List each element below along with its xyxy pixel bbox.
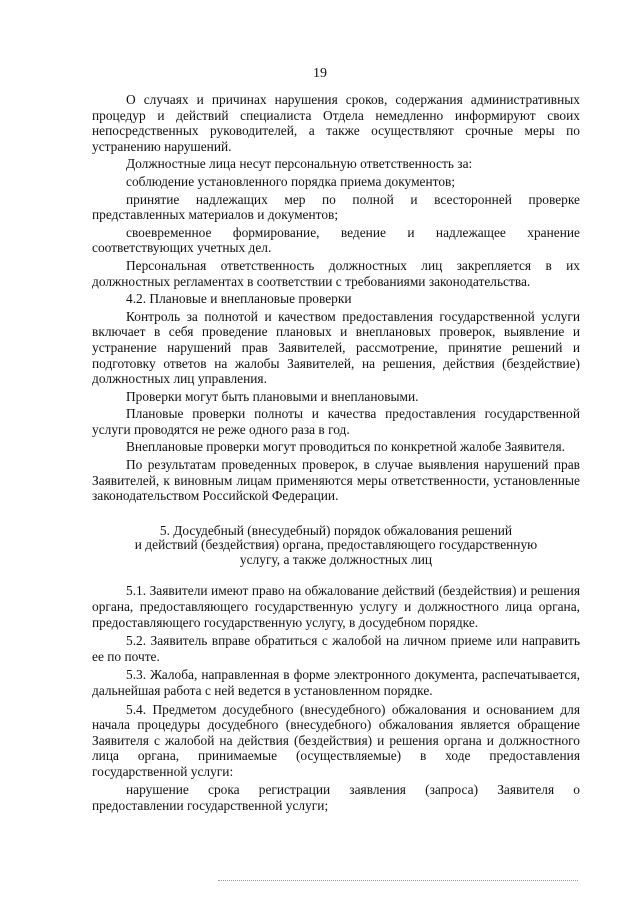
paragraph-responsibility-intro: Должностные лица несут персональную ответственность за: (126, 156, 473, 172)
footer-divider (218, 880, 578, 881)
list-item-document-acceptance: соблюдение установленного порядка приема документов; (126, 173, 456, 189)
section-title-line: 5. Досудебный (внесудебный) порядок обжалования решений (159, 522, 513, 538)
section-title-line: и действий (бездействия) органа, предоставляющего государственную (134, 537, 538, 553)
document-body (92, 92, 580, 817)
list-item-records-keeping: своевременное формирование, ведение и надлежащее хранение соответствующих учетных дел. (92, 224, 580, 256)
paragraph-personal-responsibility: Персональная ответственность должностных лиц закрепляется в их должностных регламентах в соответствии с требованиями законодательства. (92, 257, 580, 289)
paragraph-5-4: 5.4. Предметом досудебного (внесудебного) обжалования и основанием для начала процедуры досудебного (внесудебного) обжалования является обращение Заявителя с жалобой на действия (бездействия) и решения органа и должностного лица органа, принимаемые (осуществляемые) в ходе предоставления государственной услуги: (92, 701, 580, 779)
paragraph-violations-info: О случаях и причинах нарушения сроков, содержания административных процедур и действий специалиста Отдела немедленно информируют своих непосредственных руководителей, а также осуществляют срочные меры по устранению нарушений. (92, 92, 580, 154)
list-item-materials-check: принятие надлежащих мер по полной и всесторонней проверке представленных материалов и документов; (92, 191, 580, 223)
paragraph-5-3: 5.3. Жалоба, направленная в форме электронного документа, распечатывается, дальнейшая работа с ней ведется в установленном порядке. (92, 667, 580, 698)
paragraph-quality-control: Контроль за полнотой и качеством предоставления государственной услуги включает в себя проведение плановых и внеплановых проверок, выявление и устранение нарушений прав Заявителей, рассмотрение, принятие решений и подготовку ответов на жалобы Заявителей, на решения, действия (бездействие) должностных лиц управления. (92, 308, 580, 387)
list-item-registration-deadline: нарушение срока регистрации заявления (запроса) Заявителя о предоставлении государственной услуги; (92, 782, 580, 814)
paragraph-5-2: 5.2. Заявитель вправе обратиться с жалобой на личном приеме или направить ее по почте. (92, 633, 580, 664)
subsection-heading-inspections: 4.2. Плановые и внеплановые проверки (126, 291, 352, 307)
paragraph-5-1: 5.1. Заявители имеют право на обжалование действий (бездействия) и решения органа, предоставляющего государственную услугу и должностного лица органа, предоставляющего государственную услугу, в досудебном порядке. (92, 583, 580, 630)
section-title-line: услугу, а также должностных лиц (239, 551, 433, 567)
paragraph-planned-inspections: Плановые проверки полноты и качества предоставления государственной услуги проводятся не реже одного раза в год. (92, 406, 580, 437)
section-5-title (92, 524, 580, 568)
page-number: 19 (313, 66, 327, 81)
paragraph-inspection-types: Проверки могут быть плановыми и внеплановыми. (126, 388, 419, 404)
paragraph-unplanned-inspections: Внеплановые проверки могут проводиться по конкретной жалобе Заявителя. (126, 439, 565, 455)
paragraph-inspection-results: По результатам проведенных проверок, в случае выявления нарушений прав Заявителей, к виновным лицам применяются меры ответственности, установленные законодательством Российской Федерации. (92, 457, 580, 504)
